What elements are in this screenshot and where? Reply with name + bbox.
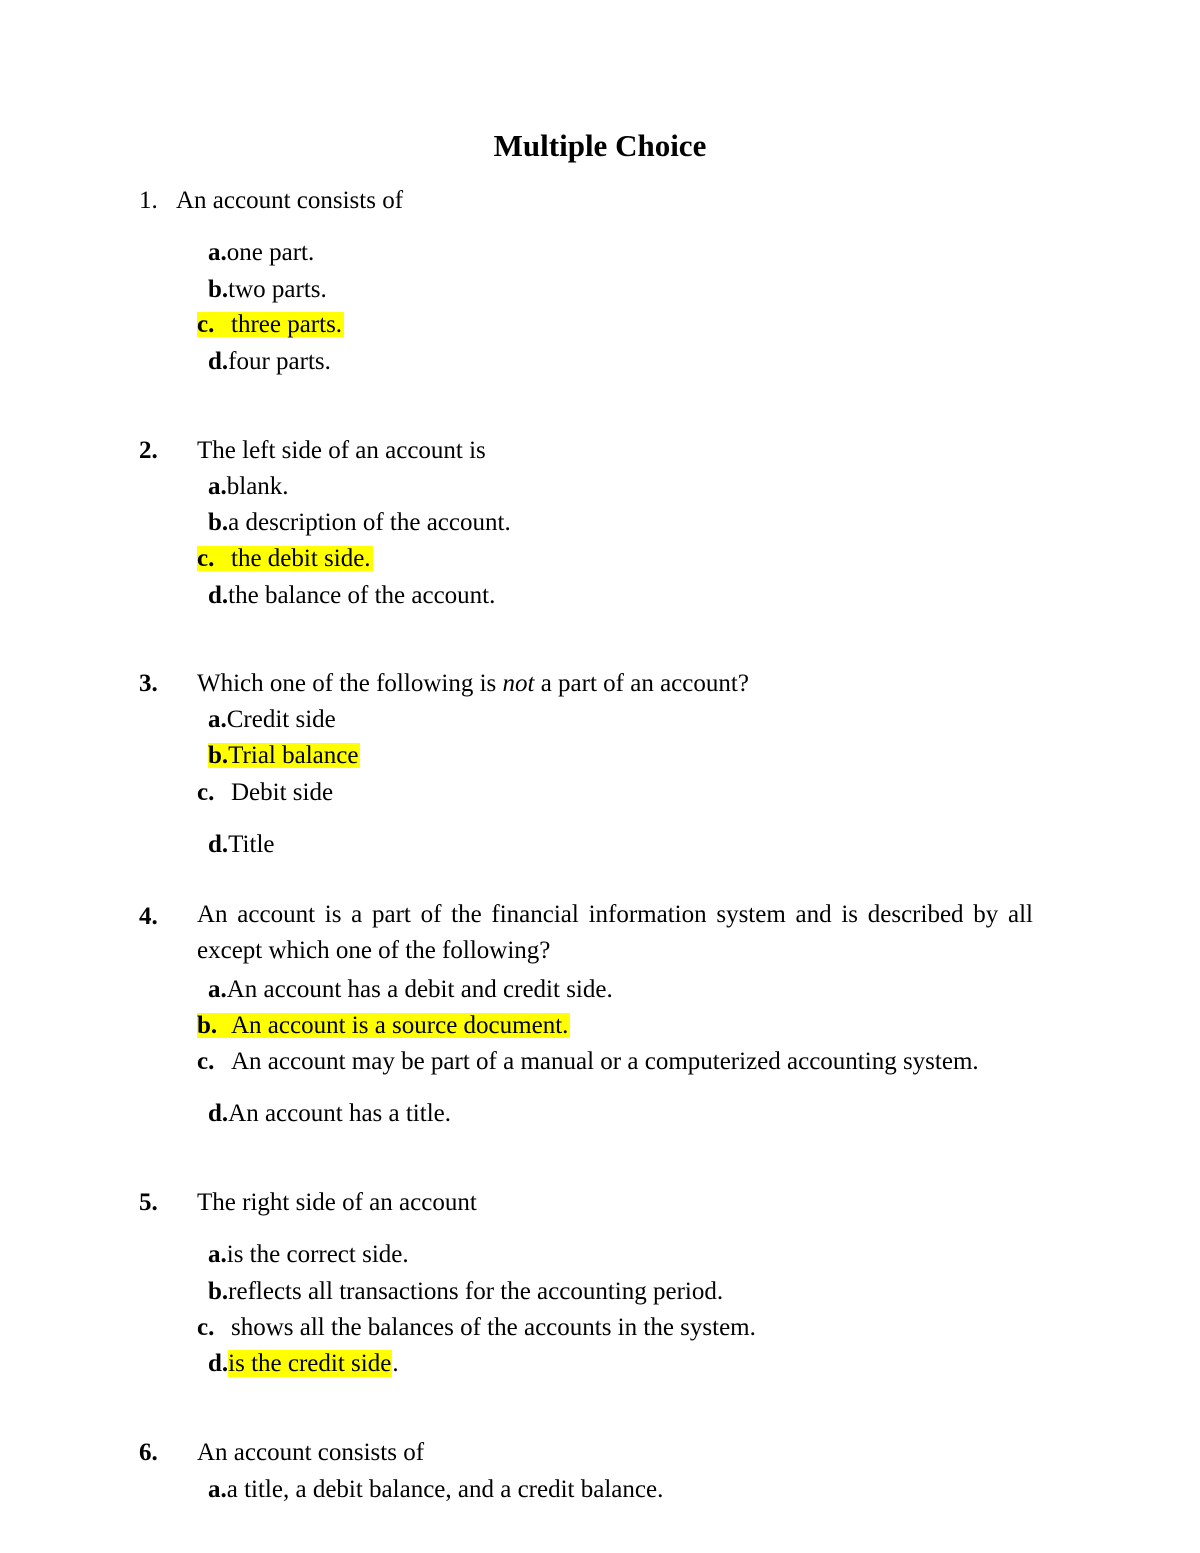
option-d	[208, 1101, 451, 1126]
option-text: one part.	[226, 239, 315, 266]
option-b-answer-highlighted	[197, 1013, 570, 1038]
option-letter: a.	[208, 706, 227, 733]
option-b-answer-highlighted	[208, 743, 360, 768]
question-number: 4.	[139, 903, 158, 930]
option-c	[197, 1315, 756, 1340]
option-letter: d.	[208, 1350, 229, 1377]
page-title: Multiple Choice	[493, 128, 707, 163]
question-text-emphasis: not	[502, 670, 535, 697]
option-d	[208, 583, 495, 608]
option-d	[208, 349, 331, 374]
option-text: An account has a debit and credit side.	[226, 976, 613, 1003]
option-letter: a.	[208, 473, 227, 500]
option-text: the debit side.	[231, 545, 371, 572]
option-c-answer-highlighted	[197, 312, 344, 337]
question-text: An account consists of	[197, 1439, 425, 1466]
option-letter: c.	[197, 779, 215, 806]
question-number: 1.	[139, 187, 158, 214]
option-a	[208, 707, 336, 732]
option-letter: c.	[197, 1314, 215, 1341]
option-d	[208, 1351, 399, 1376]
option-text: shows all the balances of the accounts in the system.	[231, 1314, 756, 1341]
option-text: three parts.	[231, 311, 343, 338]
option-letter: b.	[197, 1012, 218, 1039]
question-number: 6.	[139, 1439, 158, 1466]
option-text: blank.	[226, 473, 289, 500]
option-letter: b.	[208, 509, 229, 536]
option-letter: b.	[208, 276, 229, 303]
option-text-tail: .	[392, 1350, 399, 1377]
option-a	[208, 1242, 409, 1267]
option-text: a title, a debit balance, and a credit balance.	[226, 1476, 664, 1503]
option-text: four parts.	[228, 348, 331, 375]
option-text: a description of the account.	[228, 509, 511, 536]
question-text	[197, 671, 749, 696]
option-letter: d.	[208, 831, 229, 858]
option-text: An account has a title.	[228, 1100, 451, 1127]
question-text-after: a part of an account?	[534, 670, 749, 697]
option-letter: b.	[208, 1278, 229, 1305]
option-letter: d.	[208, 348, 229, 375]
question-number: 3.	[139, 670, 158, 697]
option-text-answer-highlighted: is the credit side	[228, 1350, 392, 1377]
option-text: An account may be part of a manual or a computerized accounting system.	[231, 1048, 979, 1075]
option-letter: a.	[208, 976, 227, 1003]
question-number: 5.	[139, 1189, 158, 1216]
option-text: Debit side	[231, 779, 334, 806]
option-text: Credit side	[226, 706, 336, 733]
option-text: An account is a source document.	[231, 1012, 569, 1039]
option-a	[208, 240, 314, 265]
option-a	[208, 474, 289, 499]
option-text: is the correct side.	[226, 1241, 409, 1268]
option-letter: a.	[208, 1241, 227, 1268]
question-text: An account is a part of the financial information system and is described by all except which one of the following?	[197, 901, 1033, 964]
option-text: two parts.	[228, 276, 327, 303]
question-text-before: Which one of the following is	[197, 670, 503, 697]
option-letter: d.	[208, 582, 229, 609]
question-text: An account consists of	[176, 187, 404, 214]
option-letter: c.	[197, 311, 215, 338]
option-text: Trial balance	[228, 742, 359, 769]
option-c	[197, 780, 333, 805]
option-letter: d.	[208, 1100, 229, 1127]
option-b	[208, 277, 327, 302]
question-number: 2.	[139, 437, 158, 464]
option-text: Title	[228, 831, 275, 858]
question-text: The left side of an account is	[197, 437, 486, 464]
option-b	[208, 1279, 723, 1304]
question-text: The right side of an account	[197, 1189, 477, 1216]
option-letter: a.	[208, 239, 227, 266]
option-a	[208, 977, 613, 1002]
option-c	[197, 1049, 979, 1074]
option-text: the balance of the account.	[228, 582, 496, 609]
option-b	[208, 510, 511, 535]
option-letter: b.	[208, 742, 229, 769]
option-letter: c.	[197, 1048, 215, 1075]
option-letter: a.	[208, 1476, 227, 1503]
option-text: reflects all transactions for the accounting period.	[228, 1278, 724, 1305]
option-a	[208, 1477, 663, 1502]
option-c-answer-highlighted	[197, 546, 373, 571]
option-d	[208, 832, 274, 857]
option-letter: c.	[197, 545, 215, 572]
